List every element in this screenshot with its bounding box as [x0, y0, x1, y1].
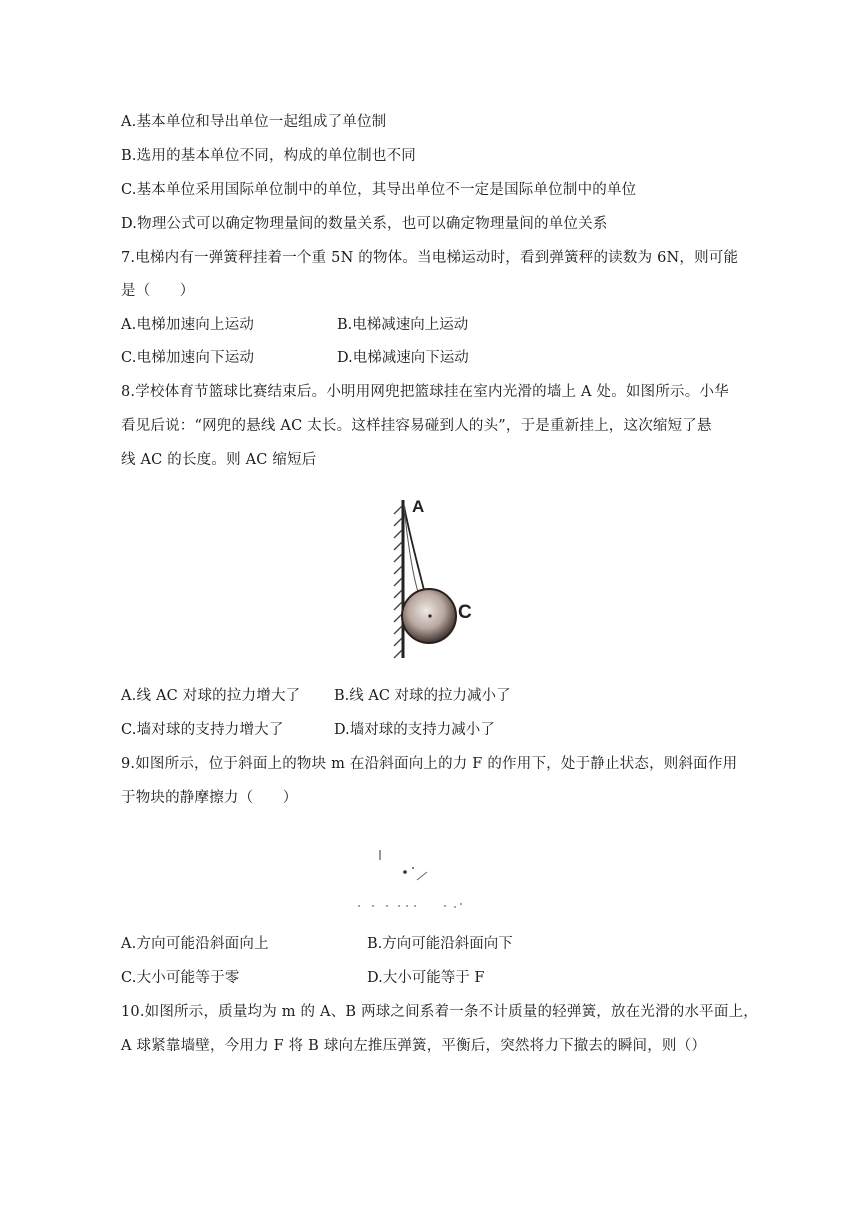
- q8-option-b: B.线 AC 对球的拉力减小了: [334, 688, 511, 704]
- q7-stem: 7.电梯内有一弹簧秤挂着一个重 5N 的物体。当电梯运动时，看到弹簧秤的读数为 6N，则可能: [121, 250, 739, 266]
- label-c: C: [458, 602, 472, 623]
- q8-option-a: A.线 AC 对球的拉力增大了: [121, 688, 301, 704]
- q9-option-c: C.大小可能等于零: [121, 970, 240, 986]
- q6-option-c: C.基本单位采用国际单位制中的单位，其导出单位不一定是国际单位制中的单位: [121, 182, 637, 198]
- q6-option-d: D.物理公式可以确定物理量间的数量关系，也可以确定物理量间的单位关系: [121, 216, 608, 232]
- q7-stem-cont: 是（ ）: [121, 283, 195, 299]
- q8-option-c: C.墙对球的支持力增大了: [121, 722, 284, 738]
- q7-option-d: D.电梯减速向下运动: [337, 350, 469, 366]
- q7-option-b: B.电梯减速向上运动: [337, 317, 469, 333]
- q8-stem-cont2: 线 AC 的长度。则 AC 缩短后: [121, 452, 317, 468]
- q10-stem-cont: A 球紧靠墙壁，今用力 F 将 B 球向左推压弹簧，平衡后，突然将力下撤去的瞬间，则（）: [121, 1038, 707, 1054]
- q9-figure: [355, 840, 515, 915]
- q7-option-c: C.电梯加速向下运动: [121, 350, 255, 366]
- q8-figure: [366, 492, 496, 664]
- q8-option-d: D.墙对球的支持力减小了: [334, 722, 495, 738]
- q9-option-a: A.方向可能沿斜面向上: [121, 936, 269, 952]
- q8-stem-cont: 看见后说：“网兜的悬线 AC 太长。这样挂容易碰到人的头”，于是重新挂上，这次缩短了悬: [121, 418, 712, 434]
- q10-stem: 10.如图所示，质量均为 m 的 A、B 两球之间系着一条不计质量的轻弹簧，放在光滑的水平面上，: [121, 1004, 758, 1020]
- label-a: A: [412, 497, 425, 516]
- q9-stem-cont: 于物块的静摩擦力（ ）: [121, 790, 298, 806]
- q6-option-b: B.选用的基本单位不同，构成的单位制也不同: [121, 148, 416, 164]
- q8-stem: 8.学校体育节篮球比赛结束后。小明用网兜把篮球挂在室内光滑的墙上 A 处。如图所示。小华: [121, 384, 729, 400]
- q9-option-d: D.大小可能等于 F: [367, 970, 485, 986]
- q7-option-a: A.电梯加速向上运动: [121, 317, 255, 333]
- q9-option-b: B.方向可能沿斜面向下: [367, 936, 513, 952]
- q9-stem: 9.如图所示，位于斜面上的物块 m 在沿斜面向上的力 F 的作用下，处于静止状态，则斜面作用: [121, 756, 738, 772]
- wall-hatching: [394, 500, 403, 658]
- q6-option-a: A.基本单位和导出单位一起组成了单位制: [121, 114, 387, 130]
